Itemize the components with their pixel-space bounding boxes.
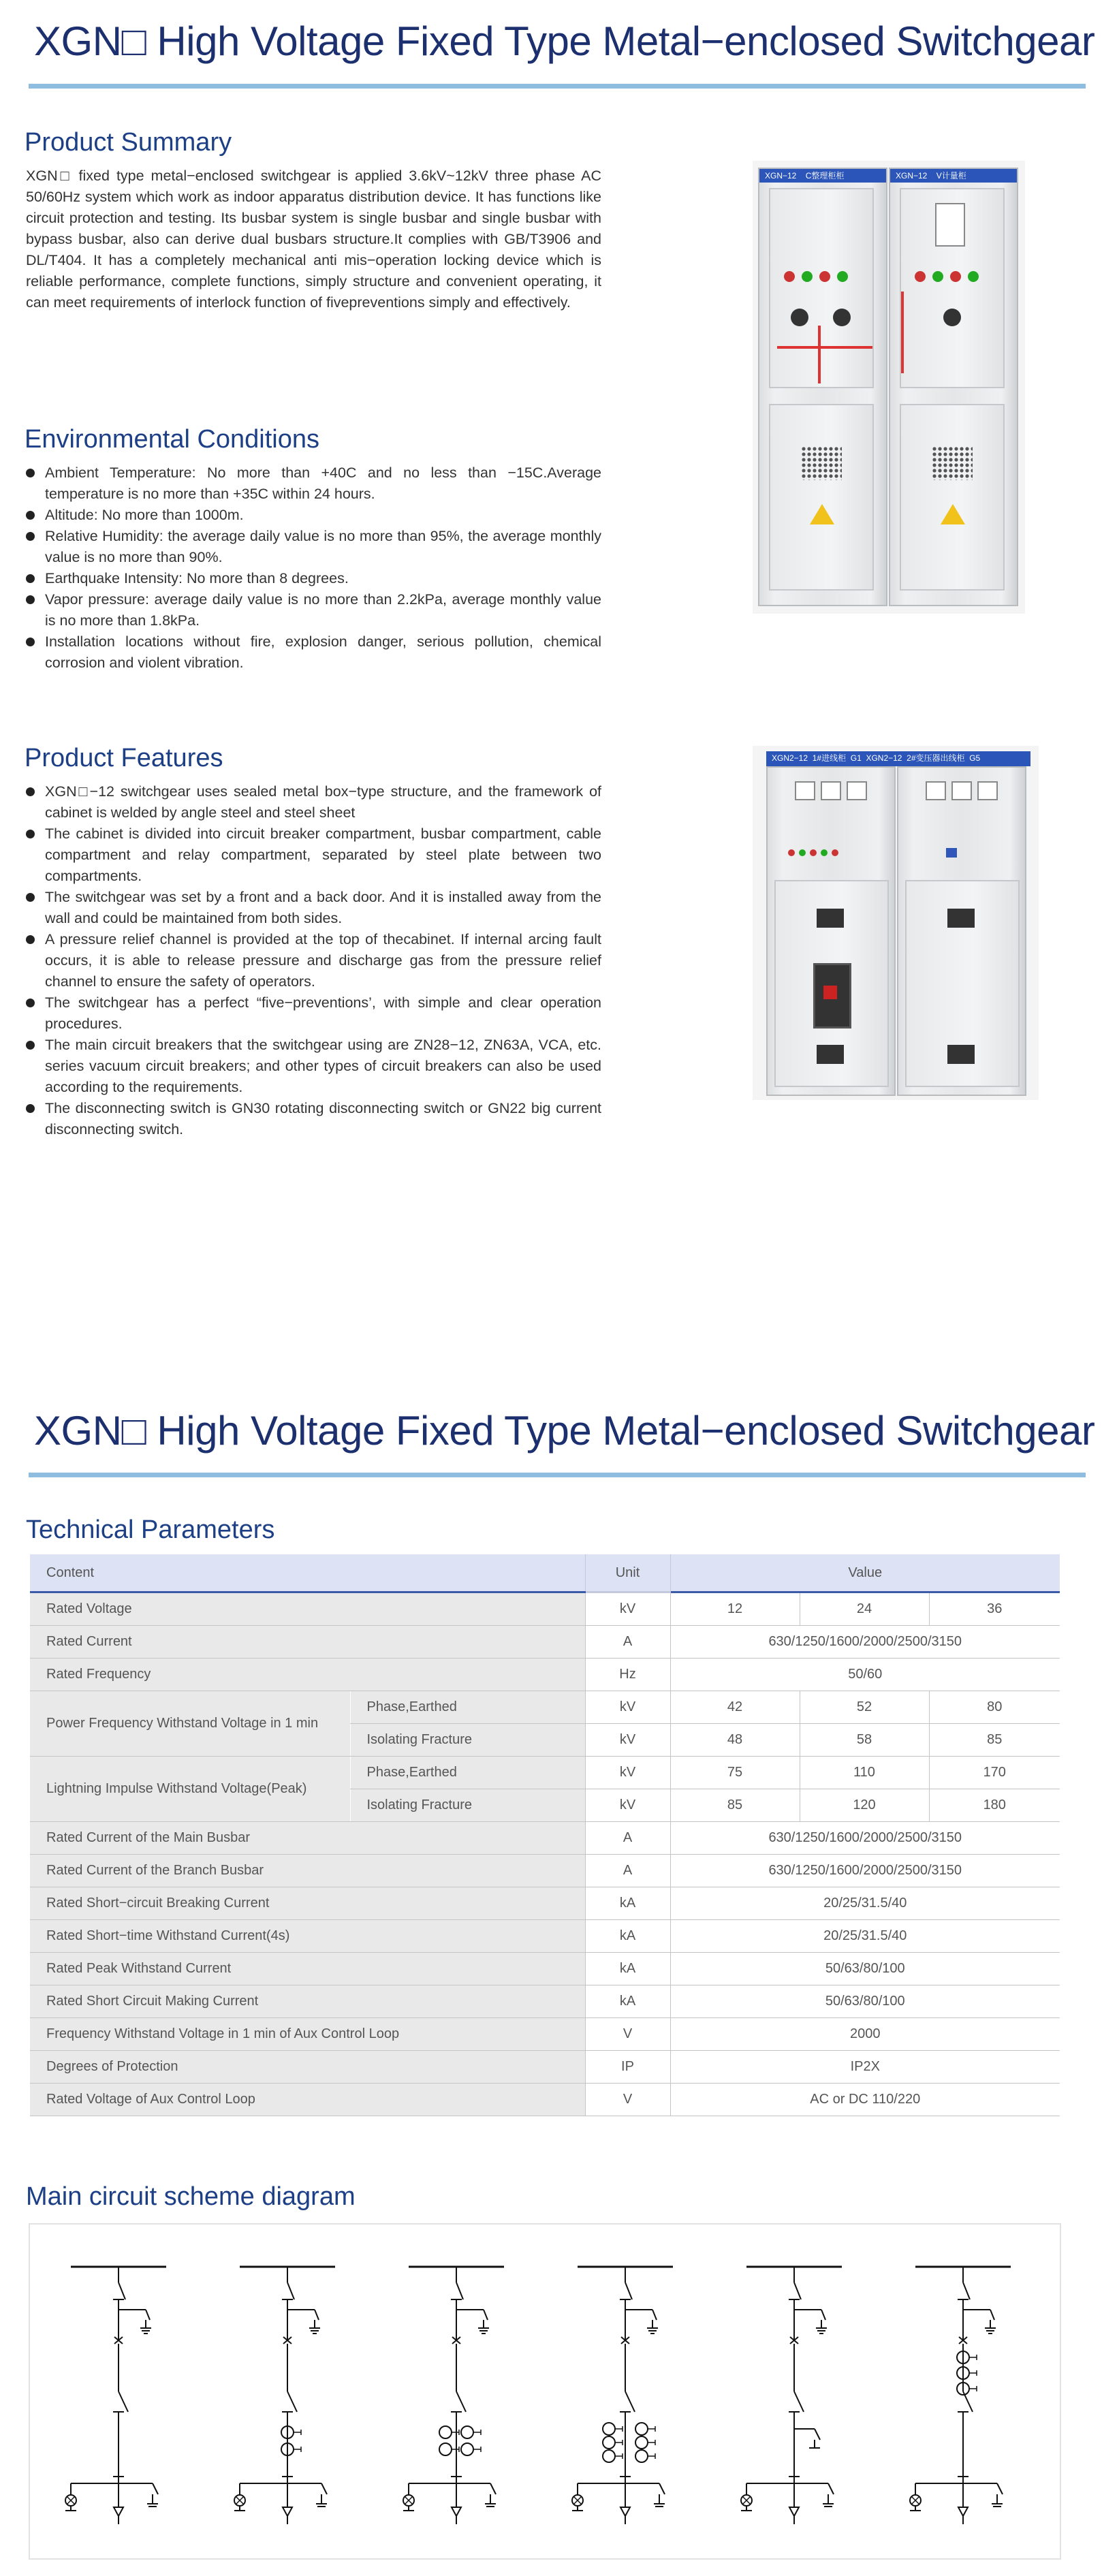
cabinet-left-label: XGN−12 C整理柜柜	[759, 169, 886, 183]
environment-heading: Environmental Conditions	[25, 425, 320, 454]
display-panel	[817, 1045, 844, 1064]
meter-icon	[935, 203, 965, 247]
mimic-line	[818, 326, 821, 383]
header-unit: Unit	[585, 1554, 670, 1592]
list-item: A pressure relief channel is provided at the top of thecabinet. If internal arcing fault occurs, it is able to release pressure and discharge gas from the pressure relief channel to ensure the safety of operators.	[25, 929, 601, 992]
table-row: Degrees of Protection IP IP2X	[30, 2051, 1060, 2084]
warning-icon	[941, 504, 965, 524]
scheme-2	[234, 2267, 335, 2524]
list-item: Altitude: No more than 1000m.	[25, 505, 601, 526]
upper-door	[900, 188, 1005, 388]
list-item: The cabinet is divided into circuit breaker compartment, busbar compartment, cable compartment and relay compartment, separated by steel plate between two compartments.	[25, 823, 601, 887]
cabinet-left	[758, 168, 887, 606]
list-item: Vapor pressure: average daily value is no more than 2.2kPa, average monthly value is no more than 1.8kPa.	[25, 589, 601, 631]
cabinet-labels: XGN2−12 1#进线柜 G1 XGN2−12 2#变压器出线柜 G5	[766, 751, 1030, 766]
table-row: Rated Current A 630/1250/1600/2000/2500/3150	[30, 1626, 1060, 1659]
table-row: Rated Current of the Branch Busbar A 630/1250/1600/2000/2500/3150	[30, 1855, 1060, 1887]
table-row: Frequency Withstand Voltage in 1 min of Aux Control Loop V 2000	[30, 2018, 1060, 2051]
list-item: The switchgear was set by a front and a back door. And it is installed away from the wall and could be maintained from both sides.	[25, 887, 601, 929]
summary-heading: Product Summary	[25, 128, 232, 157]
list-item: Ambient Temperature: No more than +40C and no less than −15C.Average temperature is no more than +35C within 24 hours.	[25, 462, 601, 505]
scheme-5	[741, 2267, 842, 2524]
table-row: Rated Short−circuit Breaking Current kA 20/25/31.5/40	[30, 1887, 1060, 1920]
table-row: Isolating Fracture kV 85 120 180	[30, 1789, 1060, 1822]
warning-icon	[810, 504, 834, 524]
table-row: Rated Frequency Hz 50/60	[30, 1659, 1060, 1691]
list-item: The switchgear has a perfect “five−preventions’, with simple and clear operation procedures.	[25, 992, 601, 1035]
display-panel	[947, 909, 975, 928]
environment-list	[25, 462, 601, 674]
circuit-diagram-panel	[29, 2223, 1061, 2560]
list-item: Installation locations without fire, explosion danger, serious pollution, chemical corrosion and violent vibration.	[25, 631, 601, 674]
table-row: Rated Voltage of Aux Control Loop V AC or DC 110/220	[30, 2084, 1060, 2116]
table-row: Rated Current of the Main Busbar A 630/1250/1600/2000/2500/3150	[30, 1822, 1060, 1855]
cabinet-right	[889, 168, 1018, 606]
header-content: Content	[30, 1554, 585, 1592]
meters	[926, 781, 998, 800]
cabinet-right-label: XGN−12 V计量柜	[890, 169, 1017, 183]
table-row: Rated Short Circuit Making Current kA 50/63/80/100	[30, 1985, 1060, 2018]
mimic-line	[777, 346, 872, 349]
meters	[795, 781, 867, 800]
list-item: Relative Humidity: the average daily value is no more than 95%, the average monthly value is no more than 90%.	[25, 526, 601, 568]
display-panel	[947, 1045, 975, 1064]
lower-door	[769, 404, 874, 591]
switchgear-photo-2	[753, 746, 1039, 1100]
list-item: The disconnecting switch is GN30 rotating disconnecting switch or GN22 big current disconnecting switch.	[25, 1098, 601, 1140]
page-title: XGN□ High Voltage Fixed Type Metal−enclosed Switchgear	[34, 18, 1095, 64]
vent-grille	[932, 446, 973, 480]
list-item: Earthquake Intensity: No more than 8 degrees.	[25, 568, 601, 589]
table-row: Isolating Fracture kV 48 58 85	[30, 1724, 1060, 1757]
title-rule	[29, 84, 1086, 89]
circuit-diagrams	[30, 2225, 1060, 2558]
list-item: The main circuit breakers that the switchgear using are ZN28−12, ZN63A, VCA, etc. series vacuum circuit breakers; and other types of circuit breakers can also be used according to the requirements.	[25, 1035, 601, 1098]
breaker-handle	[813, 963, 851, 1028]
lower-door	[900, 404, 1005, 591]
table-row: Rated Voltage kV 12 24 36	[30, 1592, 1060, 1626]
control-knob	[791, 309, 808, 326]
summary-text: XGN□ fixed type metal−enclosed switchgear is applied 3.6kV~12kV three phase AC 50/60Hz system which work as indoor apparatus distribution device. It has functions like circuit protection and testing. Its busbar system is single busbar and single busbar with bypass busbar, also can derive dual busbars structure.It complies with GB/T3906 and DL/T404. It has a completely mechanical anti mis−operation locking device which is reliable performance, complete functions, simply structure and convenient operating, it can meet requirements of interlock function of fivepreventions simply and effectively.	[26, 168, 601, 311]
indicator-lights	[784, 271, 848, 282]
lower-door	[774, 880, 889, 1087]
table-row: Lightning Impulse Withstand Voltage(Peak) Phase,Earthed kV 75 110 170	[30, 1757, 1060, 1789]
header-value: Value	[670, 1554, 1060, 1592]
lower-door	[905, 880, 1020, 1087]
page-title-repeat: XGN□ High Voltage Fixed Type Metal−enclosed Switchgear	[34, 1408, 1095, 1454]
title-rule	[29, 1473, 1086, 1477]
mimic-line	[901, 292, 904, 373]
table-row: Rated Peak Withstand Current kA 50/63/80/100	[30, 1953, 1060, 1985]
scheme-1	[65, 2267, 166, 2524]
diagram-heading: Main circuit scheme diagram	[26, 2182, 356, 2211]
scheme-3	[403, 2267, 504, 2524]
indicator-lights	[788, 849, 838, 856]
features-list	[25, 781, 601, 1140]
nameplate	[946, 848, 957, 858]
cabinet-left	[766, 766, 896, 1096]
indicator-lights	[915, 271, 979, 282]
switchgear-photo-1	[753, 161, 1025, 614]
list-item: XGN□−12 switchgear uses sealed metal box−type structure, and the framework of cabinet is welded by angle steel and steel sheet	[25, 781, 601, 823]
table-header	[30, 1554, 1060, 1592]
tech-parameters-table	[30, 1554, 1060, 2116]
upper-door	[769, 188, 874, 388]
scheme-6	[910, 2267, 1011, 2524]
table-row: Power Frequency Withstand Voltage in 1 min Phase,Earthed kV 42 52 80	[30, 1691, 1060, 1724]
table-row: Rated Short−time Withstand Current(4s) kA 20/25/31.5/40	[30, 1920, 1060, 1953]
control-knob	[833, 309, 851, 326]
tech-heading: Technical Parameters	[26, 1515, 275, 1544]
cabinet-right	[897, 766, 1026, 1096]
features-heading: Product Features	[25, 744, 223, 772]
vent-grille	[801, 446, 842, 480]
display-panel	[817, 909, 844, 928]
control-knob	[943, 309, 961, 326]
scheme-4	[572, 2267, 673, 2524]
